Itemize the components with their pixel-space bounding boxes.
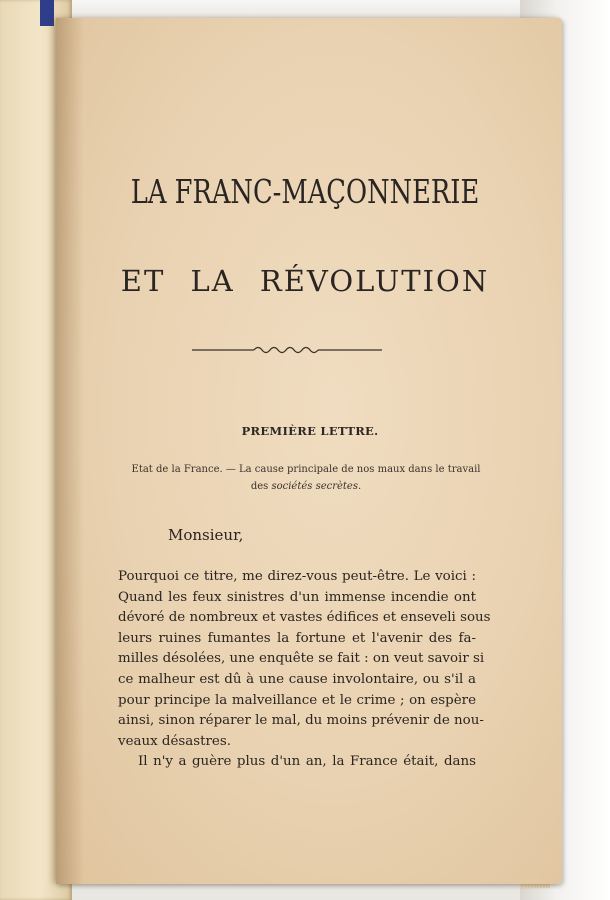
chapter-summary [116,461,496,495]
body-line: pour principe la malveillance et le crime ; on espère [118,692,476,708]
spine-accent [40,0,54,26]
body-line: leurs ruines fumantes la fortune et l'avenir des fa- [118,630,476,646]
body-line: Pourquoi ce titre, me direz-vous peut-être. Le voici : [118,569,476,584]
title-line-2: ET LA RÉVOLUTION [120,264,490,298]
salutation: Monsieur, [168,526,244,544]
letter-heading: PREMIÈRE LETTRE. [241,424,379,438]
body-line: dévoré de nombreux et vastes édifices et enseveli sous [118,610,491,626]
body-line: milles désolées, une enquête se fait : on veut savoir si [118,651,485,667]
summary-italic-term: sociétés secrètes [271,481,358,492]
body-line: veaux désastres. [118,733,231,749]
summary-line-2-suffix: . [358,481,362,492]
body-text [118,567,491,773]
summary-line-1: Etat de la France. — La cause principale de nos maux dans le travail [131,464,481,475]
body-line: Il n'y a guère plus d'un an, la France était, dans [138,754,476,770]
page-gutter-shadow [56,18,84,884]
body-line: ainsi, sinon réparer le mal, du moins prévenir de nou- [118,713,484,729]
title-line-1: LA FRANC-MAÇONNERIE [130,172,480,211]
summary-line-2-prefix: des [250,481,272,492]
wavy-rule-ornament [192,342,382,358]
body-line: ce malheur est dû à une cause involontaire, ou s'il a [118,671,476,687]
body-line: Quand les feux sinistres d'un immense incendie ont [118,589,476,605]
